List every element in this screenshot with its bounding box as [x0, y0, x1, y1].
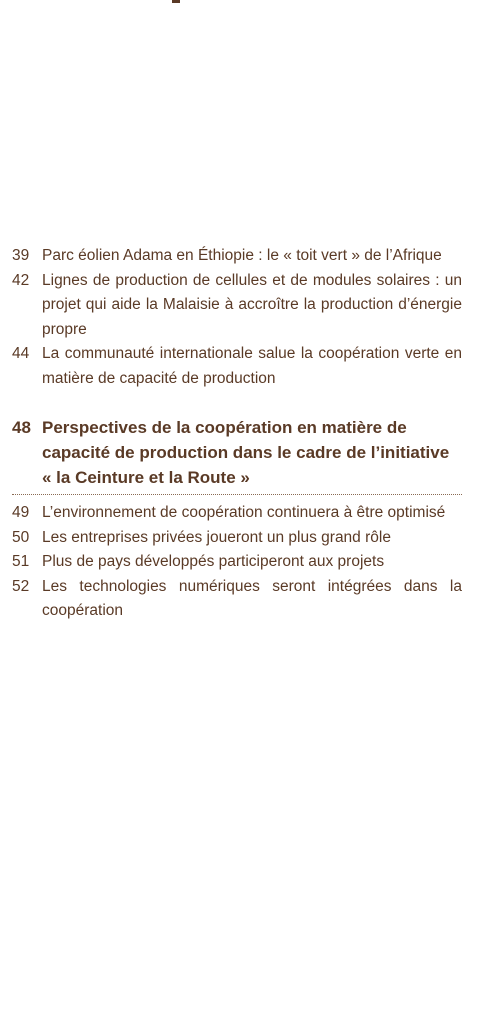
- toc-entry-title: Les entreprises privées joueront un plus grand rôle: [42, 528, 391, 546]
- toc-page-number: 52: [12, 577, 30, 595]
- toc-entry[interactable]: [12, 269, 462, 343]
- toc-page-number: 51: [12, 553, 30, 570]
- toc-page-number: 50: [12, 528, 30, 546]
- toc-entry-title: Lignes de production de cellules et de modules solaires : un projet qui aide la Malaisie à accroître la production d’énergie propre: [42, 271, 462, 338]
- toc-entry-title: La communauté internationale salue la coopération verte en matière de capacité de production: [42, 345, 462, 387]
- toc-entry[interactable]: [12, 342, 462, 391]
- toc-entry-title: L’environnement de coopération continuera à être optimisé: [42, 504, 446, 521]
- toc-page-number: 49: [12, 504, 30, 521]
- toc-entry-title: Parc éolien Adama en Éthiopie : le « toit vert » de l’Afrique: [42, 247, 442, 264]
- toc-entry[interactable]: [12, 526, 462, 551]
- toc-page-number: 42: [12, 271, 30, 289]
- toc-section-heading[interactable]: [12, 415, 462, 490]
- section-page-number: 48: [12, 418, 31, 437]
- toc-page-number: 44: [12, 345, 30, 362]
- toc-entry[interactable]: [12, 244, 462, 269]
- section-title: Perspectives de la coopération en matière de capacité de production dans le cadre de l’initiative « la Ceinture et la Route »: [42, 418, 450, 487]
- section-divider: [12, 494, 462, 495]
- toc-entry[interactable]: [12, 550, 462, 575]
- toc-page-number: 39: [12, 247, 30, 264]
- toc-entry[interactable]: [12, 575, 462, 624]
- toc-entry[interactable]: [12, 501, 462, 526]
- toc-entry-title: Plus de pays développés participeront aux projets: [42, 553, 385, 570]
- toc-entry-title: Les technologies numériques seront intégrées dans la coopération: [42, 577, 462, 619]
- table-of-contents: [12, 244, 462, 624]
- top-page-mark: [172, 0, 180, 3]
